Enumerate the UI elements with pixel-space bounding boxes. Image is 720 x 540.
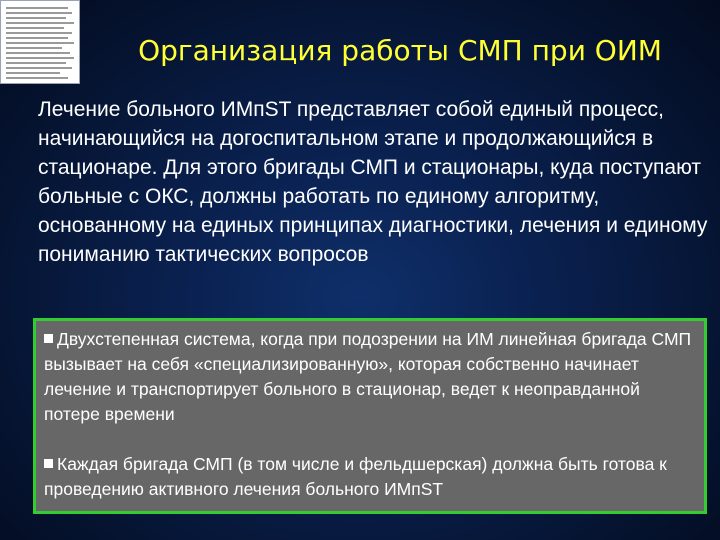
bullet-item [44,452,694,502]
square-bullet-icon [44,459,53,468]
intro-paragraph: Лечение больного ИМпST представляет собой единый процесс, начинающийся на догоспитальном этапе и продолжающийся в стационаре. Для этого бригады СМП и стационары, куда поступают больные с ОКС, должны работать по единому алгоритму, основанному на единых принципах диагностики, лечения и единому пониманию тактических вопросов [38,98,708,266]
bullet-text: Каждая бригада СМП (в том числе и фельдшерская) должна быть готова к проведению активного лечения больного ИМпST [44,454,667,499]
bullet-box [33,318,707,514]
document-thumbnail [0,0,80,84]
bullet-item [44,327,694,427]
bullet-text: Двухстепенная система, когда при подозрении на ИМ линейная бригада СМП вызывает на себя «специализированную», которая собственно начинает лечение и транспортирует больного в стационар, ведет к неоправданной потере времени [44,329,692,424]
square-bullet-icon [44,334,53,343]
slide-title: Организация работы СМП при ОИМ [138,34,662,67]
